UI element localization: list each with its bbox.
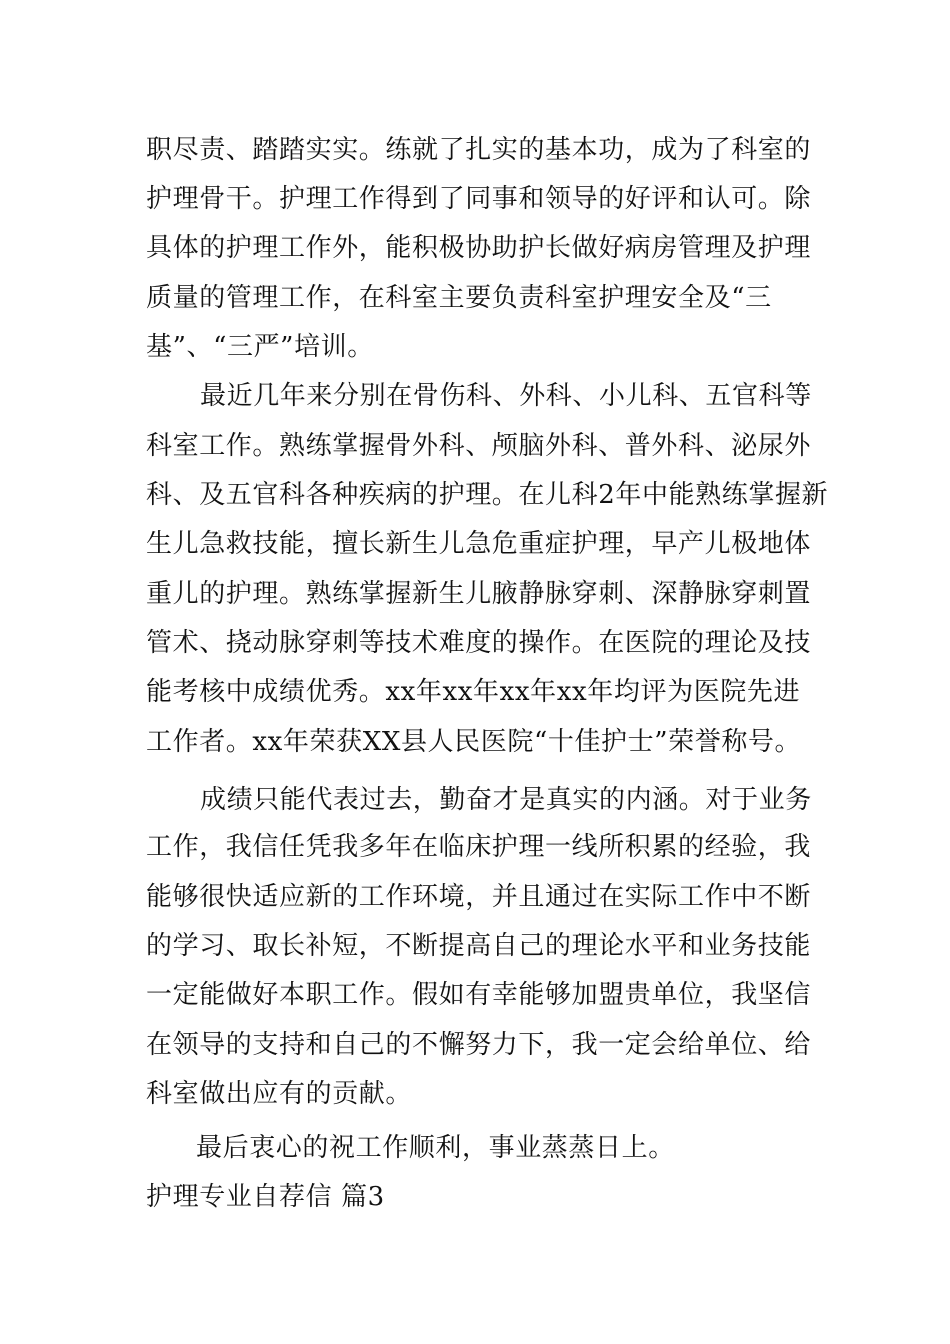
text-line: 管术、挠动脉穿刺等技术难度的操作。在医院的理论及技 (146, 628, 812, 658)
text-line: 在领导的支持和自己的不懈努力下，我一定会给单位、给 (146, 1030, 812, 1060)
closing-line: 最后衷心的祝工作顺利，事业蒸蒸日上。 (196, 1133, 675, 1163)
section-heading: 护理专业自荐信 篇3 (146, 1182, 385, 1212)
text-line: 科室工作。熟练掌握骨外科、颅脑外科、普外科、泌尿外 (146, 431, 812, 461)
text-line: 能够很快适应新的工作环境，并且通过在实际工作中不断 (146, 882, 812, 912)
text-line: 成绩只能代表过去，勤奋才是真实的内涵。对于业务 (200, 785, 812, 815)
text-line: 科、及五官科各种疾病的护理。在儿科2年中能熟练掌握新 (146, 480, 829, 510)
text-line: 最近几年来分别在骨伤科、外科、小儿科、五官科等 (200, 381, 812, 411)
text-line: 能考核中成绩优秀。xx年xx年xx年xx年均评为医院先进 (146, 677, 801, 707)
text-line: 工作者。xx年荣获XX县人民医院“十佳护士”荣誉称号。 (146, 727, 802, 757)
text-line: 生儿急救技能，擅长新生儿急危重症护理，早产儿极地体 (146, 529, 812, 559)
text-line: 一定能做好本职工作。假如有幸能够加盟贵单位，我坚信 (146, 980, 812, 1010)
text-line: 具体的护理工作外，能积极协助护长做好病房管理及护理 (146, 233, 812, 263)
text-line: 护理骨干。护理工作得到了同事和领导的好评和认可。除 (146, 184, 812, 214)
text-line: 质量的管理工作，在科室主要负责科室护理安全及“三 (146, 283, 772, 313)
text-line: 职尽责、踏踏实实。练就了扎实的基本功，成为了科室的 (146, 135, 812, 165)
text-line: 重儿的护理。熟练掌握新生儿腋静脉穿刺、深静脉穿刺置 (146, 579, 812, 609)
text-line: 的学习、取长补短，不断提高自己的理论水平和业务技能 (146, 931, 812, 961)
text-line: 科室做出应有的贡献。 (146, 1079, 413, 1109)
text-line: 基”、“三严”培训。 (146, 332, 374, 362)
text-line: 工作，我信任凭我多年在临床护理一线所积累的经验，我 (146, 832, 812, 862)
